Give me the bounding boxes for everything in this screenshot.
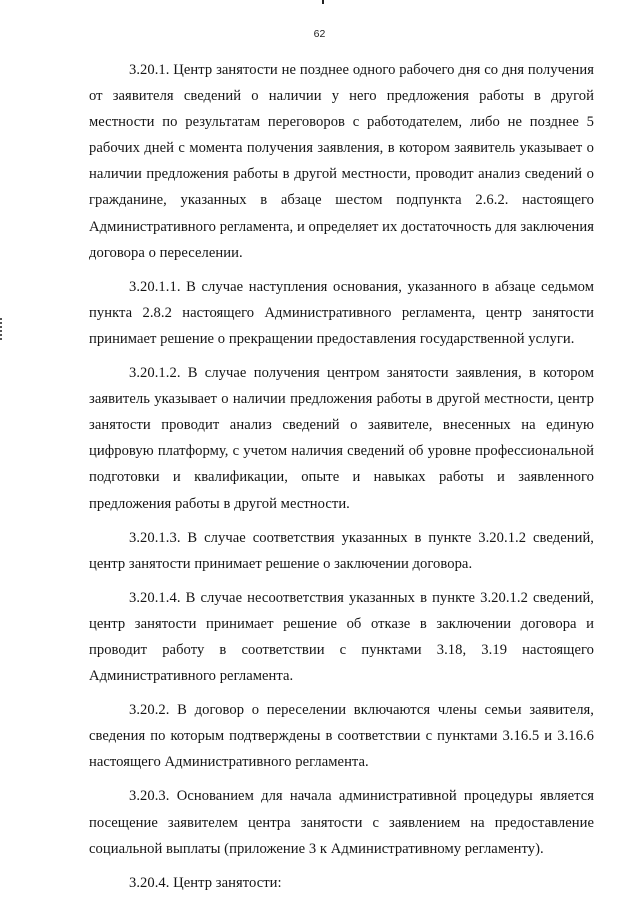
paragraph-3-20-4: 3.20.4. Центр занятости: bbox=[129, 874, 282, 891]
paragraph-3-20-1-1: 3.20.1.1. В случае наступления основания, указанного в абзаце седьмом пункта 2.8.2 настоящего Административного регламента, центр занятости принимает решение о прекращении предоставления государственной услуги. bbox=[89, 278, 594, 347]
page-number: 62 bbox=[313, 28, 326, 40]
paragraph-3-20-1: 3.20.1. Центр занятости не позднее одного рабочего дня со дня получения от заявителя сведений о наличии у него предложения работы в другой местности по результатам переговоров с работодателем, либо не позднее 5 рабочих дней с момента получения заявления, в котором заявитель указывает о наличии предложения работы в другой местности, проводит анализ сведений о гражданине, указанных в абзаце шестом подпункта 2.6.2. настоящего Административного регламента, и определяет их достаточность для заключения договора о переселении. bbox=[89, 62, 594, 261]
document-body bbox=[89, 57, 594, 904]
paragraph-3-20-1-4: 3.20.1.4. В случае несоответствия указанных в пункте 3.20.1.2 сведений, центр занятости принимает решение об отказе в заключении договора и проводит работу в соответствии с пунктами 3.18, 3.19 настоящего Административного регламента. bbox=[89, 589, 594, 685]
paragraph-3-20-3: 3.20.3. Основанием для начала административной процедуры является посещение заявителем центра занятости с заявлением на предоставление социальной выплаты (приложение 3 к Административному регламенту). bbox=[89, 788, 594, 857]
paragraph-3-20-1-3: 3.20.1.3. В случае соответствия указанных в пункте 3.20.1.2 сведений, центр занятости принимает решение о заключении договора. bbox=[89, 529, 594, 572]
paragraph-3-20-1-2: 3.20.1.2. В случае получения центром занятости заявления, в котором заявитель указывает о наличии предложения работы в другой местности, центр занятости проводит анализ сведений о заявителе, внесенных на единую цифровую платформу, с учетом наличия сведений об уровне профессиональной подготовки и квалификации, опыте и навыках работы и заявленного предложения работы в другой местности. bbox=[89, 365, 594, 512]
scan-mark bbox=[322, 0, 324, 4]
scan-edge-marks bbox=[0, 318, 5, 340]
paragraph-3-20-2: 3.20.2. В договор о переселении включаются члены семьи заявителя, сведения по которым подтверждены в соответствии с пунктами 3.16.5 и 3.16.6 настоящего Административного регламента. bbox=[89, 702, 594, 771]
